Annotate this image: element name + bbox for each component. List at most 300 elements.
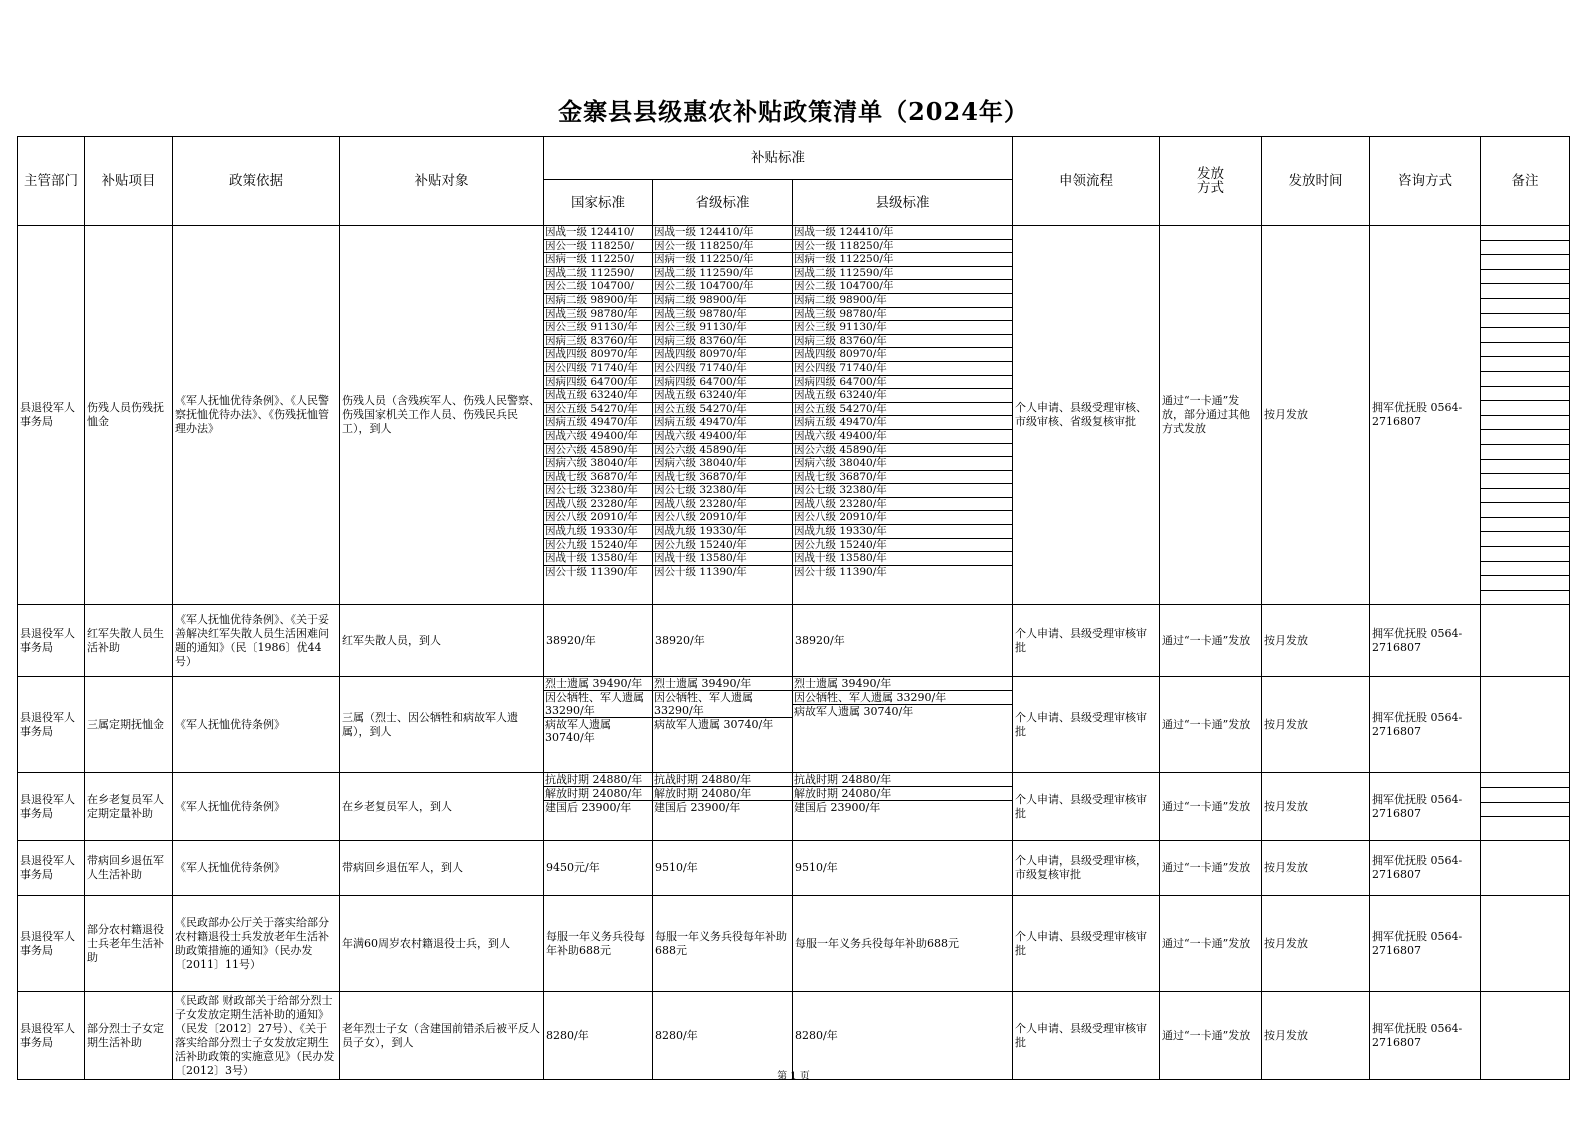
cell-process: 个人申请，县级受理审核，市级复核审批 <box>1013 841 1160 896</box>
remark-line <box>1481 773 1569 788</box>
standard-line: 因战六级 49400/年 <box>793 429 1012 443</box>
standard-line-row <box>653 484 792 498</box>
cell-basis: 《军人抚恤优待条例》、《关于妥善解决红军失散人员生活困难问题的通知》（民〔1986〕优44号） <box>173 605 340 677</box>
standard-line: 因公十级 11390/年 <box>545 565 638 578</box>
standard-line: 因公八级 20910/年 <box>793 511 1012 525</box>
remark-line <box>1481 803 1569 818</box>
standard-line: 因病一级 112250/年 <box>793 253 1012 267</box>
cell-basis: 《军人抚恤优待条例》 <box>173 841 340 896</box>
cell-provincial: 38920/年 <box>653 605 793 677</box>
cell-process: 个人申请、县级受理审核、市级审核、省级复核审批 <box>1013 226 1160 605</box>
standard-line: 因公五级 54270/年 <box>653 402 792 416</box>
cell-time: 按月发放 <box>1262 992 1370 1080</box>
remark-line <box>1481 372 1569 387</box>
standard-line: 因公三级 91130/年 <box>544 321 652 335</box>
standard-line: 因病三级 83760/年 <box>544 334 652 348</box>
cell-provincial: 9510/年 <box>653 841 793 896</box>
standard-line-row <box>653 389 792 403</box>
standard-line-row <box>544 361 652 375</box>
standard-line-row <box>793 484 1012 498</box>
cell-contact: 拥军优抚股 0564-2716807 <box>1370 605 1481 677</box>
standard-line-row <box>793 801 1012 815</box>
header-county: 县级标准 <box>793 180 1013 226</box>
standard-line-row <box>544 239 652 253</box>
standard-line-row <box>653 677 792 691</box>
standard-line: 因公牺牲、军人遗属 33290/年 <box>793 691 1012 705</box>
standard-line-row <box>793 470 1012 484</box>
standard-line-row <box>793 361 1012 375</box>
standard-line-row <box>544 375 652 389</box>
standard-line: 因公六级 45890/年 <box>653 443 792 457</box>
standard-line-row <box>793 226 1012 239</box>
table-row <box>18 226 1570 605</box>
cell-provincial-list <box>653 677 793 773</box>
standard-line: 因病五级 49470/年 <box>544 416 652 430</box>
standard-line: 因战九级 19330/年 <box>544 525 652 539</box>
standard-line-row <box>793 691 1012 705</box>
standard-line: 因战八级 23280/年 <box>544 497 652 511</box>
table-row <box>18 605 1570 677</box>
remark-line <box>1481 503 1569 518</box>
standard-line-row <box>793 307 1012 321</box>
standard-line: 因战二级 112590/年 <box>793 266 1012 280</box>
cell-provincial-list <box>653 226 793 605</box>
cell-contact: 拥军优抚股 0564-2716807 <box>1370 896 1481 992</box>
cell-time: 按月发放 <box>1262 841 1370 896</box>
standard-line-row <box>653 538 792 552</box>
standard-line: 因战五级 63240/年 <box>793 389 1012 403</box>
remark-line <box>1481 314 1569 329</box>
cell-provincial-list <box>653 773 793 841</box>
header-dept: 主管部门 <box>18 137 85 226</box>
cell-national-list <box>544 226 653 605</box>
standard-line-row <box>544 226 652 239</box>
remark-line <box>1481 518 1569 533</box>
standard-line-row <box>653 497 792 511</box>
standard-line-row <box>653 718 792 732</box>
standard-line-row <box>653 691 792 718</box>
standard-line-row <box>544 321 652 335</box>
standard-line: 病故军人遗属 30740/年 <box>794 705 914 719</box>
standard-line-row <box>793 497 1012 511</box>
standard-line: 因战二级 112590/ <box>544 266 652 280</box>
standard-line-row <box>793 511 1012 525</box>
standard-line: 抗战时期 24880/年 <box>653 773 792 787</box>
standard-sublist <box>793 677 1012 718</box>
standard-line: 因公一级 118250/ <box>544 239 652 253</box>
cell-item: 伤残人员伤残抚恤金 <box>85 226 173 605</box>
cell-national-list <box>544 773 653 841</box>
cell-county: 9510/年 <box>793 841 1013 896</box>
standard-line-row <box>793 429 1012 443</box>
standard-line: 因战十级 13580/年 <box>544 552 652 566</box>
standard-line-row <box>653 239 792 253</box>
cell-method: 通过“一卡通”发放 <box>1160 605 1262 677</box>
cell-provincial: 每服一年义务兵役每年补助688元 <box>653 896 793 992</box>
page-number: 第 1 页 <box>777 1071 810 1082</box>
cell-item: 带病回乡退伍军人生活补助 <box>85 841 173 896</box>
standard-line: 因战九级 19330/年 <box>653 525 792 539</box>
standard-line-row <box>793 321 1012 335</box>
header-remark: 备注 <box>1481 137 1570 226</box>
standard-line-row <box>653 280 792 294</box>
remark-line <box>1481 576 1569 591</box>
remark-line <box>1481 489 1569 504</box>
standard-line: 因病五级 49470/年 <box>793 416 1012 430</box>
standard-line-row <box>653 361 792 375</box>
standard-line: 因病六级 38040/年 <box>653 457 792 471</box>
remark-line <box>1481 270 1569 285</box>
cell-item: 三属定期抚恤金 <box>85 677 173 773</box>
standard-line: 解放时期 24080/年 <box>653 787 792 801</box>
remark-line <box>1481 817 1569 831</box>
standard-line-row <box>793 266 1012 280</box>
standard-line-row <box>544 266 652 280</box>
cell-county-list <box>793 677 1013 773</box>
standard-line-row <box>544 389 652 403</box>
standard-line-row <box>793 565 1012 578</box>
table-row <box>18 841 1570 896</box>
cell-remark <box>1481 605 1570 677</box>
standard-line-row <box>653 470 792 484</box>
standard-line: 因战五级 63240/年 <box>544 389 652 403</box>
standard-line-row <box>544 348 652 362</box>
standard-line-row <box>544 773 652 787</box>
header-standard: 补贴标准 <box>544 137 1013 180</box>
cell-method: 通过“一卡通”发放 <box>1160 773 1262 841</box>
cell-county: 38920/年 <box>793 605 1013 677</box>
cell-time: 按月发放 <box>1262 605 1370 677</box>
remark-line <box>1481 430 1569 445</box>
standard-line: 解放时期 24080/年 <box>793 787 1012 801</box>
standard-line-row <box>544 402 652 416</box>
standard-line: 因战一级 124410/年 <box>653 226 792 239</box>
cell-method: 通过“一卡通”发放 <box>1160 992 1262 1080</box>
standard-line: 烈士遗属 39490/年 <box>544 677 652 691</box>
standard-line-row <box>653 525 792 539</box>
standard-line-row <box>653 402 792 416</box>
cell-method: 通过“一卡通”发放 <box>1160 841 1262 896</box>
standard-line-row <box>544 293 652 307</box>
standard-line-row <box>544 718 652 745</box>
standard-line-row <box>544 552 652 566</box>
standard-line: 因公七级 32380/年 <box>653 484 792 498</box>
standard-line-row <box>653 266 792 280</box>
standard-line-row <box>544 280 652 294</box>
standard-line-row <box>544 677 652 691</box>
cell-process: 个人申请、县级受理审核审批 <box>1013 896 1160 992</box>
standard-line-row <box>653 253 792 267</box>
cell-contact: 拥军优抚股 0564-2716807 <box>1370 226 1481 605</box>
header-item: 补贴项目 <box>85 137 173 226</box>
standard-line: 因公七级 32380/年 <box>793 484 1012 498</box>
standard-line: 因公三级 91130/年 <box>653 321 792 335</box>
standard-line-row <box>653 552 792 566</box>
cell-target: 伤残人员（含残疾军人、伤残人民警察、伤残国家机关工作人员、伤残民兵民工），到人 <box>340 226 544 605</box>
cell-remark <box>1481 896 1570 992</box>
cell-time: 按月发放 <box>1262 773 1370 841</box>
cell-county-list <box>793 773 1013 841</box>
standard-line: 因公五级 54270/年 <box>793 402 1012 416</box>
remark-line <box>1481 241 1569 256</box>
header-process: 申领流程 <box>1013 137 1160 226</box>
table-row <box>18 773 1570 841</box>
table-row <box>18 677 1570 773</box>
header-method: 发放 方式 <box>1160 137 1262 226</box>
cell-dept: 县退役军人事务局 <box>18 992 85 1080</box>
standard-line: 因战八级 23280/年 <box>793 497 1012 511</box>
standard-line-row <box>793 253 1012 267</box>
standard-line-row <box>544 525 652 539</box>
standard-line: 因战四级 80970/年 <box>653 348 792 362</box>
standard-line-row <box>793 525 1012 539</box>
cell-process: 个人申请、县级受理审核审批 <box>1013 773 1160 841</box>
cell-basis: 《民政部 财政部关于给部分烈士子女发放定期生活补助的通知》（民发〔2012〕27号）、《关于落实给部分烈士子女发放定期生活补助政策的实施意见》（民办发〔2012〕3号） <box>173 992 340 1080</box>
remark-line <box>1481 284 1569 299</box>
standard-line-row <box>544 470 652 484</box>
standard-sublist <box>544 677 652 744</box>
standard-line: 因战三级 98780/年 <box>793 307 1012 321</box>
standard-line-row <box>544 307 652 321</box>
standard-line-row <box>793 402 1012 416</box>
standard-line-row <box>653 773 792 787</box>
remark-line <box>1481 328 1569 343</box>
standard-line: 因病三级 83760/年 <box>653 334 792 348</box>
standard-line-row <box>544 497 652 511</box>
standard-line-row <box>653 443 792 457</box>
cell-basis: 《军人抚恤优待条例》、《人民警察抚恤优待办法》、《伤残抚恤管理办法》 <box>173 226 340 605</box>
standard-line: 因病二级 98900/年 <box>544 293 652 307</box>
standard-line-row <box>544 538 652 552</box>
standard-line: 因公一级 118250/年 <box>793 239 1012 253</box>
standard-line-row <box>793 280 1012 294</box>
standard-line-row <box>793 773 1012 787</box>
cell-basis: 《军人抚恤优待条例》 <box>173 773 340 841</box>
standard-line: 因战十级 13580/年 <box>653 552 792 566</box>
standard-line: 因战二级 112590/年 <box>653 266 792 280</box>
remark-line <box>1481 255 1569 270</box>
cell-national: 38920/年 <box>544 605 653 677</box>
standard-line-row <box>653 293 792 307</box>
cell-basis: 《民政部办公厅关于落实给部分农村籍退役士兵发放老年生活补助政策措施的通知》（民办发〔2011〕11号） <box>173 896 340 992</box>
standard-line: 因公二级 104700/年 <box>793 280 1012 294</box>
cell-dept: 县退役军人事务局 <box>18 896 85 992</box>
standard-line-row <box>653 565 792 578</box>
cell-national: 每服一年义务兵役每年补助688元 <box>544 896 653 992</box>
standard-line: 因病一级 112250/ <box>544 253 652 267</box>
cell-remark <box>1481 841 1570 896</box>
standard-sublist <box>653 773 792 814</box>
standard-line: 烈士遗属 39490/年 <box>653 677 792 691</box>
standard-line-row <box>544 443 652 457</box>
remark-line <box>1481 460 1569 475</box>
standard-line: 因公一级 118250/年 <box>653 239 792 253</box>
remark-line <box>1481 474 1569 489</box>
standard-line: 因公二级 104700/ <box>544 280 652 294</box>
standard-line: 因战七级 36870/年 <box>653 470 792 484</box>
cell-process: 个人申请、县级受理审核审批 <box>1013 605 1160 677</box>
standard-sublist <box>653 226 792 578</box>
remark-line <box>1481 547 1569 562</box>
cell-remark <box>1481 773 1570 841</box>
cell-process: 个人申请、县级受理审核审批 <box>1013 677 1160 773</box>
cell-method: 通过“一卡通”发放，部分通过其他方式发放 <box>1160 226 1262 605</box>
standard-line: 因病四级 64700/年 <box>793 375 1012 389</box>
remark-line <box>1481 416 1569 431</box>
remark-line <box>1481 532 1569 547</box>
standard-line-row <box>653 801 792 815</box>
standard-line: 因病一级 112250/年 <box>653 253 792 267</box>
standard-line: 因战四级 80970/年 <box>793 348 1012 362</box>
standard-line-row <box>544 511 652 525</box>
standard-line-row <box>544 253 652 267</box>
remark-line <box>1481 401 1569 416</box>
cell-basis: 《军人抚恤优待条例》 <box>173 677 340 773</box>
standard-line-row <box>793 334 1012 348</box>
remark-line <box>1481 445 1569 460</box>
standard-line-row <box>653 511 792 525</box>
cell-target: 红军失散人员，到人 <box>340 605 544 677</box>
standard-sublist <box>793 773 1012 814</box>
cell-contact: 拥军优抚股 0564-2716807 <box>1370 841 1481 896</box>
standard-line: 因公四级 71740/年 <box>653 361 792 375</box>
cell-national-list <box>544 677 653 773</box>
standard-line-row <box>653 429 792 443</box>
standard-line: 因病六级 38040/年 <box>793 457 1012 471</box>
standard-line: 因公四级 71740/年 <box>544 361 652 375</box>
standard-line: 因公九级 15240/年 <box>544 538 652 552</box>
cell-county: 8280/年 <box>793 992 1013 1080</box>
standard-line: 抗战时期 24880/年 <box>544 773 652 787</box>
standard-line: 因病二级 98900/年 <box>653 293 792 307</box>
standard-line-row <box>544 457 652 471</box>
standard-line-row <box>653 348 792 362</box>
header-contact: 咨询方式 <box>1370 137 1481 226</box>
standard-line-row <box>653 416 792 430</box>
cell-national: 8280/年 <box>544 992 653 1080</box>
standard-line-row <box>793 239 1012 253</box>
standard-line: 因战五级 63240/年 <box>653 389 792 403</box>
cell-dept: 县退役军人事务局 <box>18 226 85 605</box>
standard-line-row <box>793 552 1012 566</box>
standard-line: 因病五级 49470/年 <box>653 416 792 430</box>
standard-line: 因病四级 64700/年 <box>544 375 652 389</box>
standard-line: 因公六级 45890/年 <box>793 443 1012 457</box>
standard-line: 因公三级 91130/年 <box>793 321 1012 335</box>
cell-process: 个人申请、县级受理审核审批 <box>1013 992 1160 1080</box>
standard-line: 因公七级 32380/年 <box>544 484 652 498</box>
standard-line: 建国后 23900/年 <box>654 801 741 815</box>
standard-line-row <box>544 484 652 498</box>
standard-line: 因战三级 98780/年 <box>653 307 792 321</box>
standard-line: 因病六级 38040/年 <box>544 457 652 471</box>
standard-line: 因公八级 20910/年 <box>544 511 652 525</box>
standard-line: 因战一级 124410/ <box>544 226 652 239</box>
standard-line: 因战七级 36870/年 <box>793 470 1012 484</box>
cell-dept: 县退役军人事务局 <box>18 605 85 677</box>
cell-contact: 拥军优抚股 0564-2716807 <box>1370 677 1481 773</box>
cell-target: 老年烈士子女（含建国前错杀后被平反人员子女），到人 <box>340 992 544 1080</box>
cell-item: 部分烈士子女定期生活补助 <box>85 992 173 1080</box>
standard-line: 因战四级 80970/年 <box>544 348 652 362</box>
standard-line: 因公六级 45890/年 <box>544 443 652 457</box>
remark-line <box>1481 591 1569 605</box>
standard-line-row <box>653 307 792 321</box>
standard-line: 因战三级 98780/年 <box>544 307 652 321</box>
standard-line: 因公四级 71740/年 <box>793 361 1012 375</box>
standard-line: 因战七级 36870/年 <box>544 470 652 484</box>
standard-line-row <box>544 565 652 578</box>
standard-line: 因病四级 64700/年 <box>653 375 792 389</box>
standard-line: 烈士遗属 39490/年 <box>793 677 1012 691</box>
standard-line: 因病二级 98900/年 <box>793 293 1012 307</box>
standard-line-row <box>793 443 1012 457</box>
standard-sublist <box>544 773 652 814</box>
policy-table <box>17 136 1570 1080</box>
standard-sublist <box>544 226 652 578</box>
remark-line <box>1481 226 1569 241</box>
standard-line: 因战九级 19330/年 <box>793 525 1012 539</box>
standard-line-row <box>544 691 652 718</box>
cell-remark <box>1481 677 1570 773</box>
standard-line-row <box>653 226 792 239</box>
standard-line-row <box>544 334 652 348</box>
standard-line-row <box>653 787 792 801</box>
header-basis: 政策依据 <box>173 137 340 226</box>
cell-remark <box>1481 226 1570 605</box>
header-provincial: 省级标准 <box>653 180 793 226</box>
standard-line: 因战八级 23280/年 <box>653 497 792 511</box>
standard-line: 因公十级 11390/年 <box>654 565 747 578</box>
cell-contact: 拥军优抚股 0564-2716807 <box>1370 992 1481 1080</box>
standard-line: 因战一级 124410/年 <box>793 226 1012 239</box>
standard-line-row <box>793 677 1012 691</box>
standard-line-row <box>793 457 1012 471</box>
standard-line: 因战六级 49400/年 <box>653 429 792 443</box>
cell-method: 通过“一卡通”发放 <box>1160 896 1262 992</box>
cell-target: 在乡老复员军人，到人 <box>340 773 544 841</box>
cell-target: 带病回乡退伍军人，到人 <box>340 841 544 896</box>
cell-county: 每服一年义务兵役每年补助688元 <box>793 896 1013 992</box>
standard-line-row <box>544 801 652 815</box>
standard-line: 因战六级 49400/年 <box>544 429 652 443</box>
standard-line-row <box>793 375 1012 389</box>
standard-line-row <box>544 429 652 443</box>
cell-item: 红军失散人员生活补助 <box>85 605 173 677</box>
standard-sublist <box>653 677 792 731</box>
cell-target: 年满60周岁农村籍退役士兵，到人 <box>340 896 544 992</box>
standard-line: 建国后 23900/年 <box>545 801 632 815</box>
cell-time: 按月发放 <box>1262 226 1370 605</box>
standard-line: 因战十级 13580/年 <box>793 552 1012 566</box>
standard-line-row <box>544 787 652 801</box>
standard-line: 因公十级 11390/年 <box>794 565 887 578</box>
cell-time: 按月发放 <box>1262 896 1370 992</box>
cell-national: 9450元/年 <box>544 841 653 896</box>
cell-county-list <box>793 226 1013 605</box>
cell-item: 部分农村籍退役士兵老年生活补助 <box>85 896 173 992</box>
cell-dept: 县退役军人事务局 <box>18 773 85 841</box>
standard-line-row <box>793 416 1012 430</box>
standard-line-row <box>653 334 792 348</box>
standard-line-row <box>653 375 792 389</box>
standard-line-row <box>793 538 1012 552</box>
standard-line-row <box>793 389 1012 403</box>
standard-sublist <box>793 226 1012 578</box>
remark-line <box>1481 788 1569 803</box>
standard-line: 抗战时期 24880/年 <box>793 773 1012 787</box>
cell-dept: 县退役军人事务局 <box>18 841 85 896</box>
